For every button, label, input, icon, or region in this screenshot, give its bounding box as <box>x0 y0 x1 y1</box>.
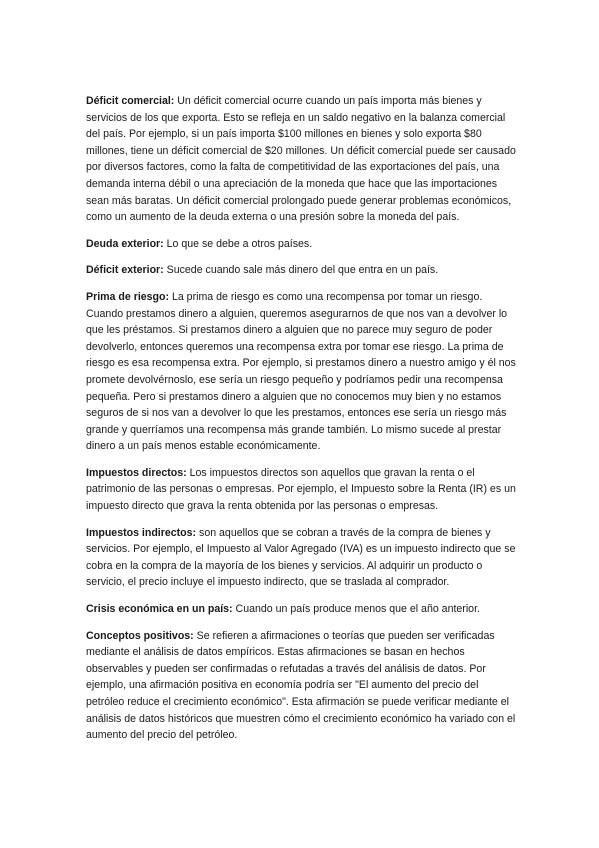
term-heading: Déficit comercial: <box>86 95 175 107</box>
entry-deficit-exterior <box>86 262 516 279</box>
term-definition: Se refieren a afirmaciones o teorías que pueden ser verificadas mediante el análisis de datos empíricos. Estas afirmaciones se basan en hechos observables y pueden ser confirmadas o refutadas a través del análisis de datos. Por ejemplo, una afirmación positiva en economía podría ser "El aumento del precio del petróleo reduce el crecimiento económico". Esta afirmación se puede verificar mediante el análisis de datos históricos que muestren cómo el crecimiento económico ha variado con el aumento del precio del petróleo. <box>86 629 516 742</box>
entry-impuestos-indirectos <box>86 525 516 591</box>
term-heading: Impuestos directos: <box>86 466 187 479</box>
entry-deficit-comercial <box>86 93 516 226</box>
term-definition: Un déficit comercial ocurre cuando un país importa más bienes y servicios de los que exporta. Esto se refleja en un saldo negativo en la balanza comercial del país. Por ejemplo, si un país importa $100 millones en bienes y solo exporta $80 millones, tiene un déficit comercial de $20 millones. Un déficit comercial puede ser causado por diversos factores, como la falta de competitividad de las exportaciones del país, una demanda interna débil o una apreciación de la moneda que hace que las importaciones sean más baratas. Un déficit comercial prolongado puede generar problemas económicos, como un aumento de la deuda externa o una presión sobre la moneda del país. <box>86 95 516 224</box>
term-heading: Déficit exterior: <box>86 264 164 277</box>
term-definition: Lo que se debe a otros países. <box>163 237 313 250</box>
term-definition: La prima de riesgo es como una recompensa por tomar un riesgo. Cuando prestamos dinero a alguien, queremos asegurarnos de que nos van a devolver lo que les préstamos. Si prestamos dinero a alguien que no parece muy seguro de poder devolverlo, entonces queremos una recompensa extra por tomar ese riesgo. La prima de riesgo es esa recompensa extra. Por ejemplo, si prestamos dinero a nuestro amigo y él nos promete devolvérnoslo, ese sería un riesgo pequeño y podríamos pedir una recompensa pequeña. Pero si prestamos dinero a alguien que no conocemos muy bien y no estamos seguros de si nos van a devolver lo que les prestamos, entonces ese sería un riesgo más grande y querríamos una recompensa más grande también. Lo mismo sucede al prestar dinero a un país menos estable económicamente. <box>86 290 516 453</box>
term-definition: son aquellos que se cobran a través de la compra de bienes y servicios. Por ejemplo, el Impuesto al Valor Agregado (IVA) es un impuesto indirecto que se cobra en la compra de la mayoría de los bienes y servicios. Al adquirir un producto o servicio, el precio incluye el impuesto indirecto, que se traslada al comprador. <box>86 526 516 589</box>
term-heading: Conceptos positivos: <box>86 629 194 642</box>
term-heading: Deuda exterior: <box>86 237 164 250</box>
term-definition: Cuando un país produce menos que el año anterior. <box>232 603 480 616</box>
entry-prima-de-riesgo <box>86 289 516 455</box>
entry-deuda-exterior <box>86 236 516 253</box>
term-definition: Los impuestos directos son aquellos que gravan la renta o el patrimonio de las personas o empresas. Por ejemplo, el Impuesto sobre la Renta (IR) es un impuesto directo que grava la renta obtenida por las personas o empresas. <box>86 466 516 513</box>
term-heading: Prima de riesgo: <box>86 290 170 303</box>
entry-impuestos-directos <box>86 465 516 515</box>
term-heading: Crisis económica en un país: <box>86 603 233 616</box>
term-heading: Impuestos indirectos: <box>86 526 197 539</box>
document-body <box>86 93 516 754</box>
entry-crisis-economica <box>86 601 516 618</box>
term-definition: Sucede cuando sale más dinero del que entra en un país. <box>163 264 439 277</box>
entry-conceptos-positivos <box>86 628 516 744</box>
